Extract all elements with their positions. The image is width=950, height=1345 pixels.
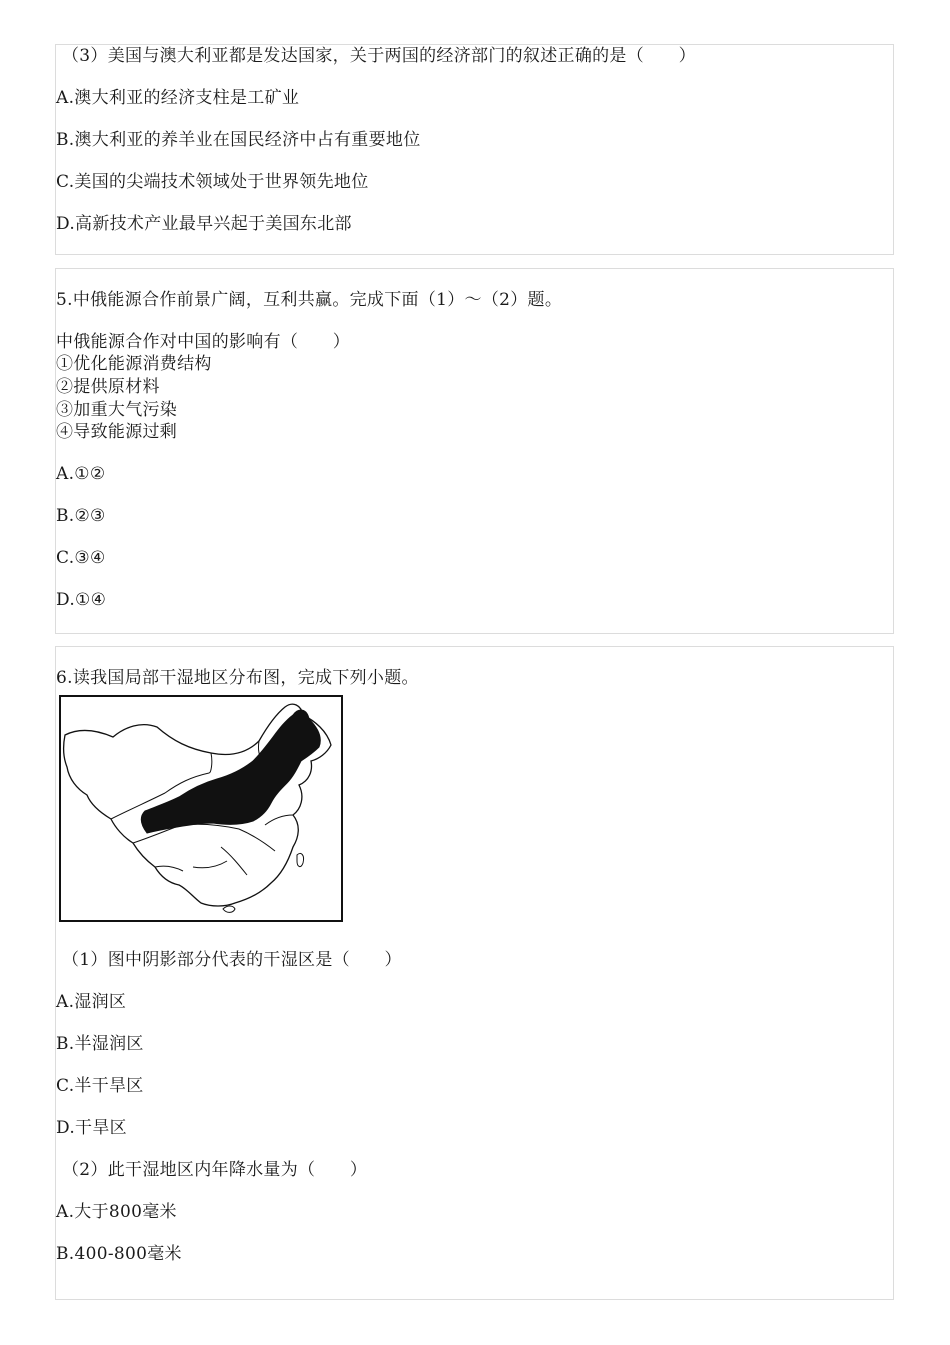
- subquestion-2-stem: （2）此干湿地区内年降水量为（ ）: [62, 1160, 368, 1180]
- taiwan-island: [297, 853, 304, 866]
- option-c[interactable]: C.美国的尖端技术领域处于世界领先地位: [56, 172, 369, 192]
- option-c[interactable]: C.半干旱区: [56, 1076, 144, 1096]
- option-b[interactable]: B.400-800毫米: [56, 1244, 182, 1264]
- question-5: [55, 268, 894, 634]
- dry-wet-region-map: [59, 695, 343, 922]
- statement-4: ④导致能源过剩: [56, 422, 178, 442]
- option-d[interactable]: D.高新技术产业最早兴起于美国东北部: [56, 214, 352, 234]
- option-b[interactable]: B.半湿润区: [56, 1034, 144, 1054]
- option-c[interactable]: C.③④: [56, 548, 106, 568]
- question-intro: 5.中俄能源合作前景广阔，互利共赢。完成下面（1）～（2）题。: [56, 290, 563, 310]
- statement-3: ③加重大气污染: [56, 400, 178, 420]
- china-outline-map: [61, 697, 341, 920]
- option-a[interactable]: A.大于800毫米: [56, 1202, 177, 1222]
- question-stem: （3）美国与澳大利亚都是发达国家，关于两国的经济部门的叙述正确的是（ ）: [62, 46, 696, 66]
- subquestion-1-stem: （1）图中阴影部分代表的干湿区是（ ）: [62, 950, 402, 970]
- question-4-part-3: [55, 44, 894, 255]
- question-6: [55, 646, 894, 1300]
- question-stem: 中俄能源合作对中国的影响有（ ）: [56, 332, 351, 352]
- option-d[interactable]: D.干旱区: [56, 1118, 127, 1138]
- option-a[interactable]: A.湿润区: [56, 992, 127, 1012]
- option-a[interactable]: A.澳大利亚的经济支柱是工矿业: [56, 88, 300, 108]
- question-intro: 6.读我国局部干湿地区分布图，完成下列小题。: [56, 668, 419, 688]
- option-d[interactable]: D.①④: [56, 590, 107, 610]
- option-b[interactable]: B.澳大利亚的养羊业在国民经济中占有重要地位: [56, 130, 421, 150]
- hainan-island: [223, 906, 235, 912]
- option-b[interactable]: B.②③: [56, 506, 106, 526]
- statement-2: ②提供原材料: [56, 377, 160, 397]
- option-a[interactable]: A.①②: [56, 464, 106, 484]
- statement-1: ①优化能源消费结构: [56, 354, 212, 374]
